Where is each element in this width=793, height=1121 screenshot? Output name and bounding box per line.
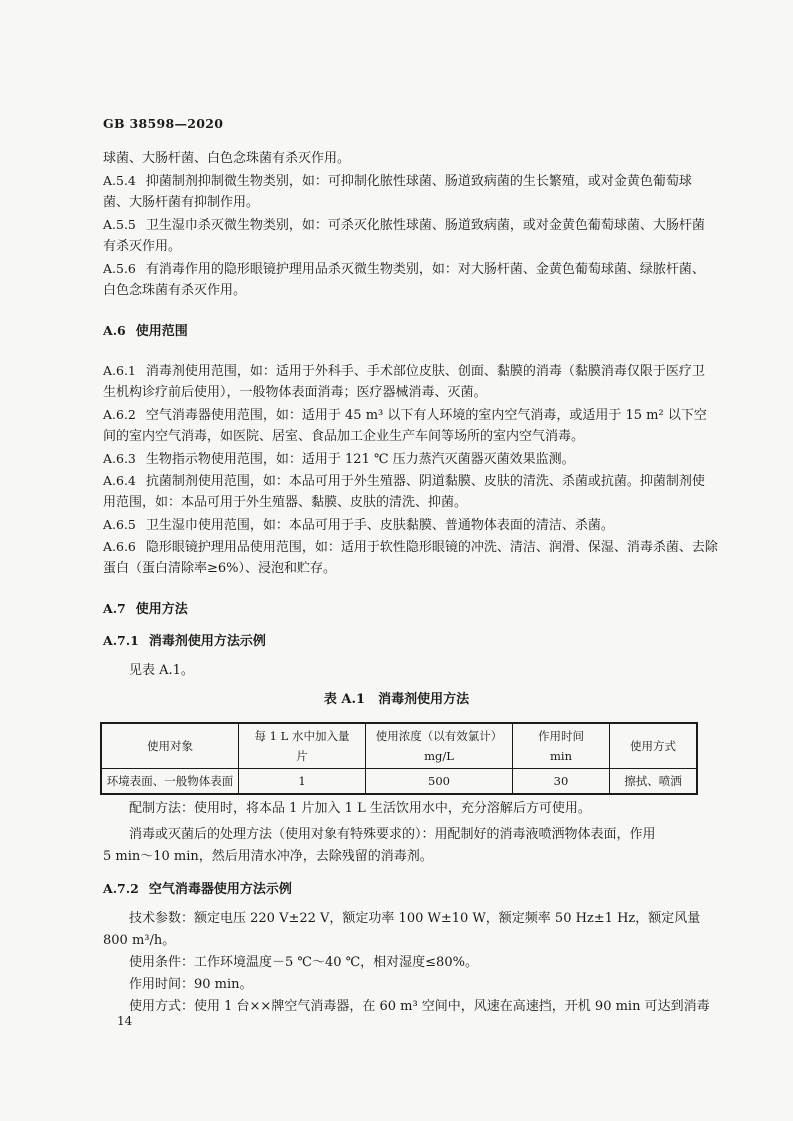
clause-a54: A.5.4 抑菌制剂抑制微生物类别，如：可抑制化脓性球菌、肠道致病菌的生长繁殖，或对金黄色葡萄球 [103,173,692,189]
table-caption: 表 A.1 消毒剂使用方法 [323,692,470,707]
paragraph-line: 间的室内空气消毒，如医院、居室、食品加工企业生产车间等场所的室内空气消毒。 [103,429,585,444]
paragraph-line: 配制方法：使用时，将本品 1 片加入 1 L 生活饮用水中，充分溶解后方可使用。 [129,801,591,816]
page-number: 14 [117,1014,133,1028]
header-cell: 每 1 L 水中加入量 片 [239,723,366,769]
section-heading-a72: A.7.2 空气消毒器使用方法示例 [103,881,292,897]
clause-a56: A.5.6 有消毒作用的隐形眼镜护理用品杀灭微生物类别，如：对大肠杆菌、金黄色葡萄球菌、绿脓杆菌、 [103,261,705,277]
clause-a66: A.6.6 隐形眼镜护理用品使用范围，如：适用于软性隐形眼镜的冲洗、清洁、润滑、保湿、消毒杀菌、去除 [103,539,718,555]
clause-a65: A.6.5 卫生湿巾使用范围，如：本品可用于手、皮肤黏膜、普通物体表面的清洁、杀菌。 [103,517,614,533]
table-cell: 500 [366,769,513,795]
table-header-row [101,723,697,769]
clause-a55: A.5.5 卫生湿巾杀灭微生物类别，如：可杀灭化脓性球菌、肠道致病菌，或对金黄色葡萄球菌、大肠杆菌 [103,217,705,233]
standard-number: GB 38598—2020 [103,116,224,131]
clause-a64: A.6.4 抗菌制剂使用范围，如：本品可用于外生殖器、阴道黏膜、皮肤的清洗、杀菌或抗菌。抑菌制剂使 [103,473,705,489]
disinfectant-usage-table [100,722,698,795]
paragraph-line: 5 min～10 min，然后用清水冲净，去除残留的消毒剂。 [103,849,433,864]
paragraph-line: 使用方式：使用 1 台××牌空气消毒器，在 60 m³ 空间中，风速在高速挡，开机 90 min 可达到消毒 [129,999,710,1014]
table-reference: 见表 A.1。 [129,663,194,678]
table-cell: 环境表面、一般物体表面 [101,769,239,795]
header-cell: 使用对象 [101,723,239,769]
paragraph-line: 使用条件：工作环境温度－5 ℃～40 ℃，相对湿度≤80%。 [129,955,478,970]
paragraph-line: 白色念珠菌有杀灭作用。 [103,283,247,298]
paragraph-line: 800 m³/h。 [103,933,176,948]
paragraph-line: 作用时间：90 min。 [129,977,253,992]
paragraph-line: 技术参数：额定电压 220 V±22 V，额定功率 100 W±10 W，额定频率 50 Hz±1 Hz，额定风量 [129,911,701,926]
clause-a62: A.6.2 空气消毒器使用范围，如：适用于 45 m³ 以下有人环境的室内空气消毒，或适用于 15 m² 以下空 [103,407,707,423]
clause-a63: A.6.3 生物指示物使用范围，如：适用于 121 ℃ 压力蒸汽灭菌器灭菌效果监测。 [103,451,575,467]
paragraph-line: 消毒或灭菌后的处理方法（使用对象有特殊要求的）：用配制好的消毒液喷洒物体表面，作用 [129,827,656,842]
header-cell: 使用方式 [610,723,698,769]
header-cell: 作用时间 min [513,723,610,769]
paragraph-line: 球菌、大肠杆菌、白色念珠菌有杀灭作用。 [103,151,351,166]
table-cell: 1 [239,769,366,795]
clause-a61: A.6.1 消毒剂使用范围，如：适用于外科手、手术部位皮肤、创面、黏膜的消毒（黏膜消毒仅限于医疗卫 [103,363,705,379]
table-cell: 30 [513,769,610,795]
paragraph-line: 菌、大肠杆菌有抑制作用。 [103,195,260,210]
header-cell: 使用浓度（以有效氯计） mg/L [366,723,513,769]
paragraph-line: 有杀灭作用。 [103,239,182,254]
table-row [101,769,697,795]
table-cell: 擦拭、喷洒 [610,769,698,795]
section-heading-a71: A.7.1 消毒剂使用方法示例 [103,633,266,649]
section-heading-a7: A.7 使用方法 [103,601,188,617]
paragraph-line: 用范围，如：本品可用于外生殖器、黏膜、皮肤的清洗、抑菌。 [103,495,468,510]
section-heading-a6: A.6 使用范围 [103,323,188,339]
paragraph-line: 生机构诊疗前后使用），一般物体表面消毒；医疗器械消毒、灭菌。 [103,385,487,400]
paragraph-line: 蛋白（蛋白清除率≥6%）、浸泡和贮存。 [103,561,337,576]
